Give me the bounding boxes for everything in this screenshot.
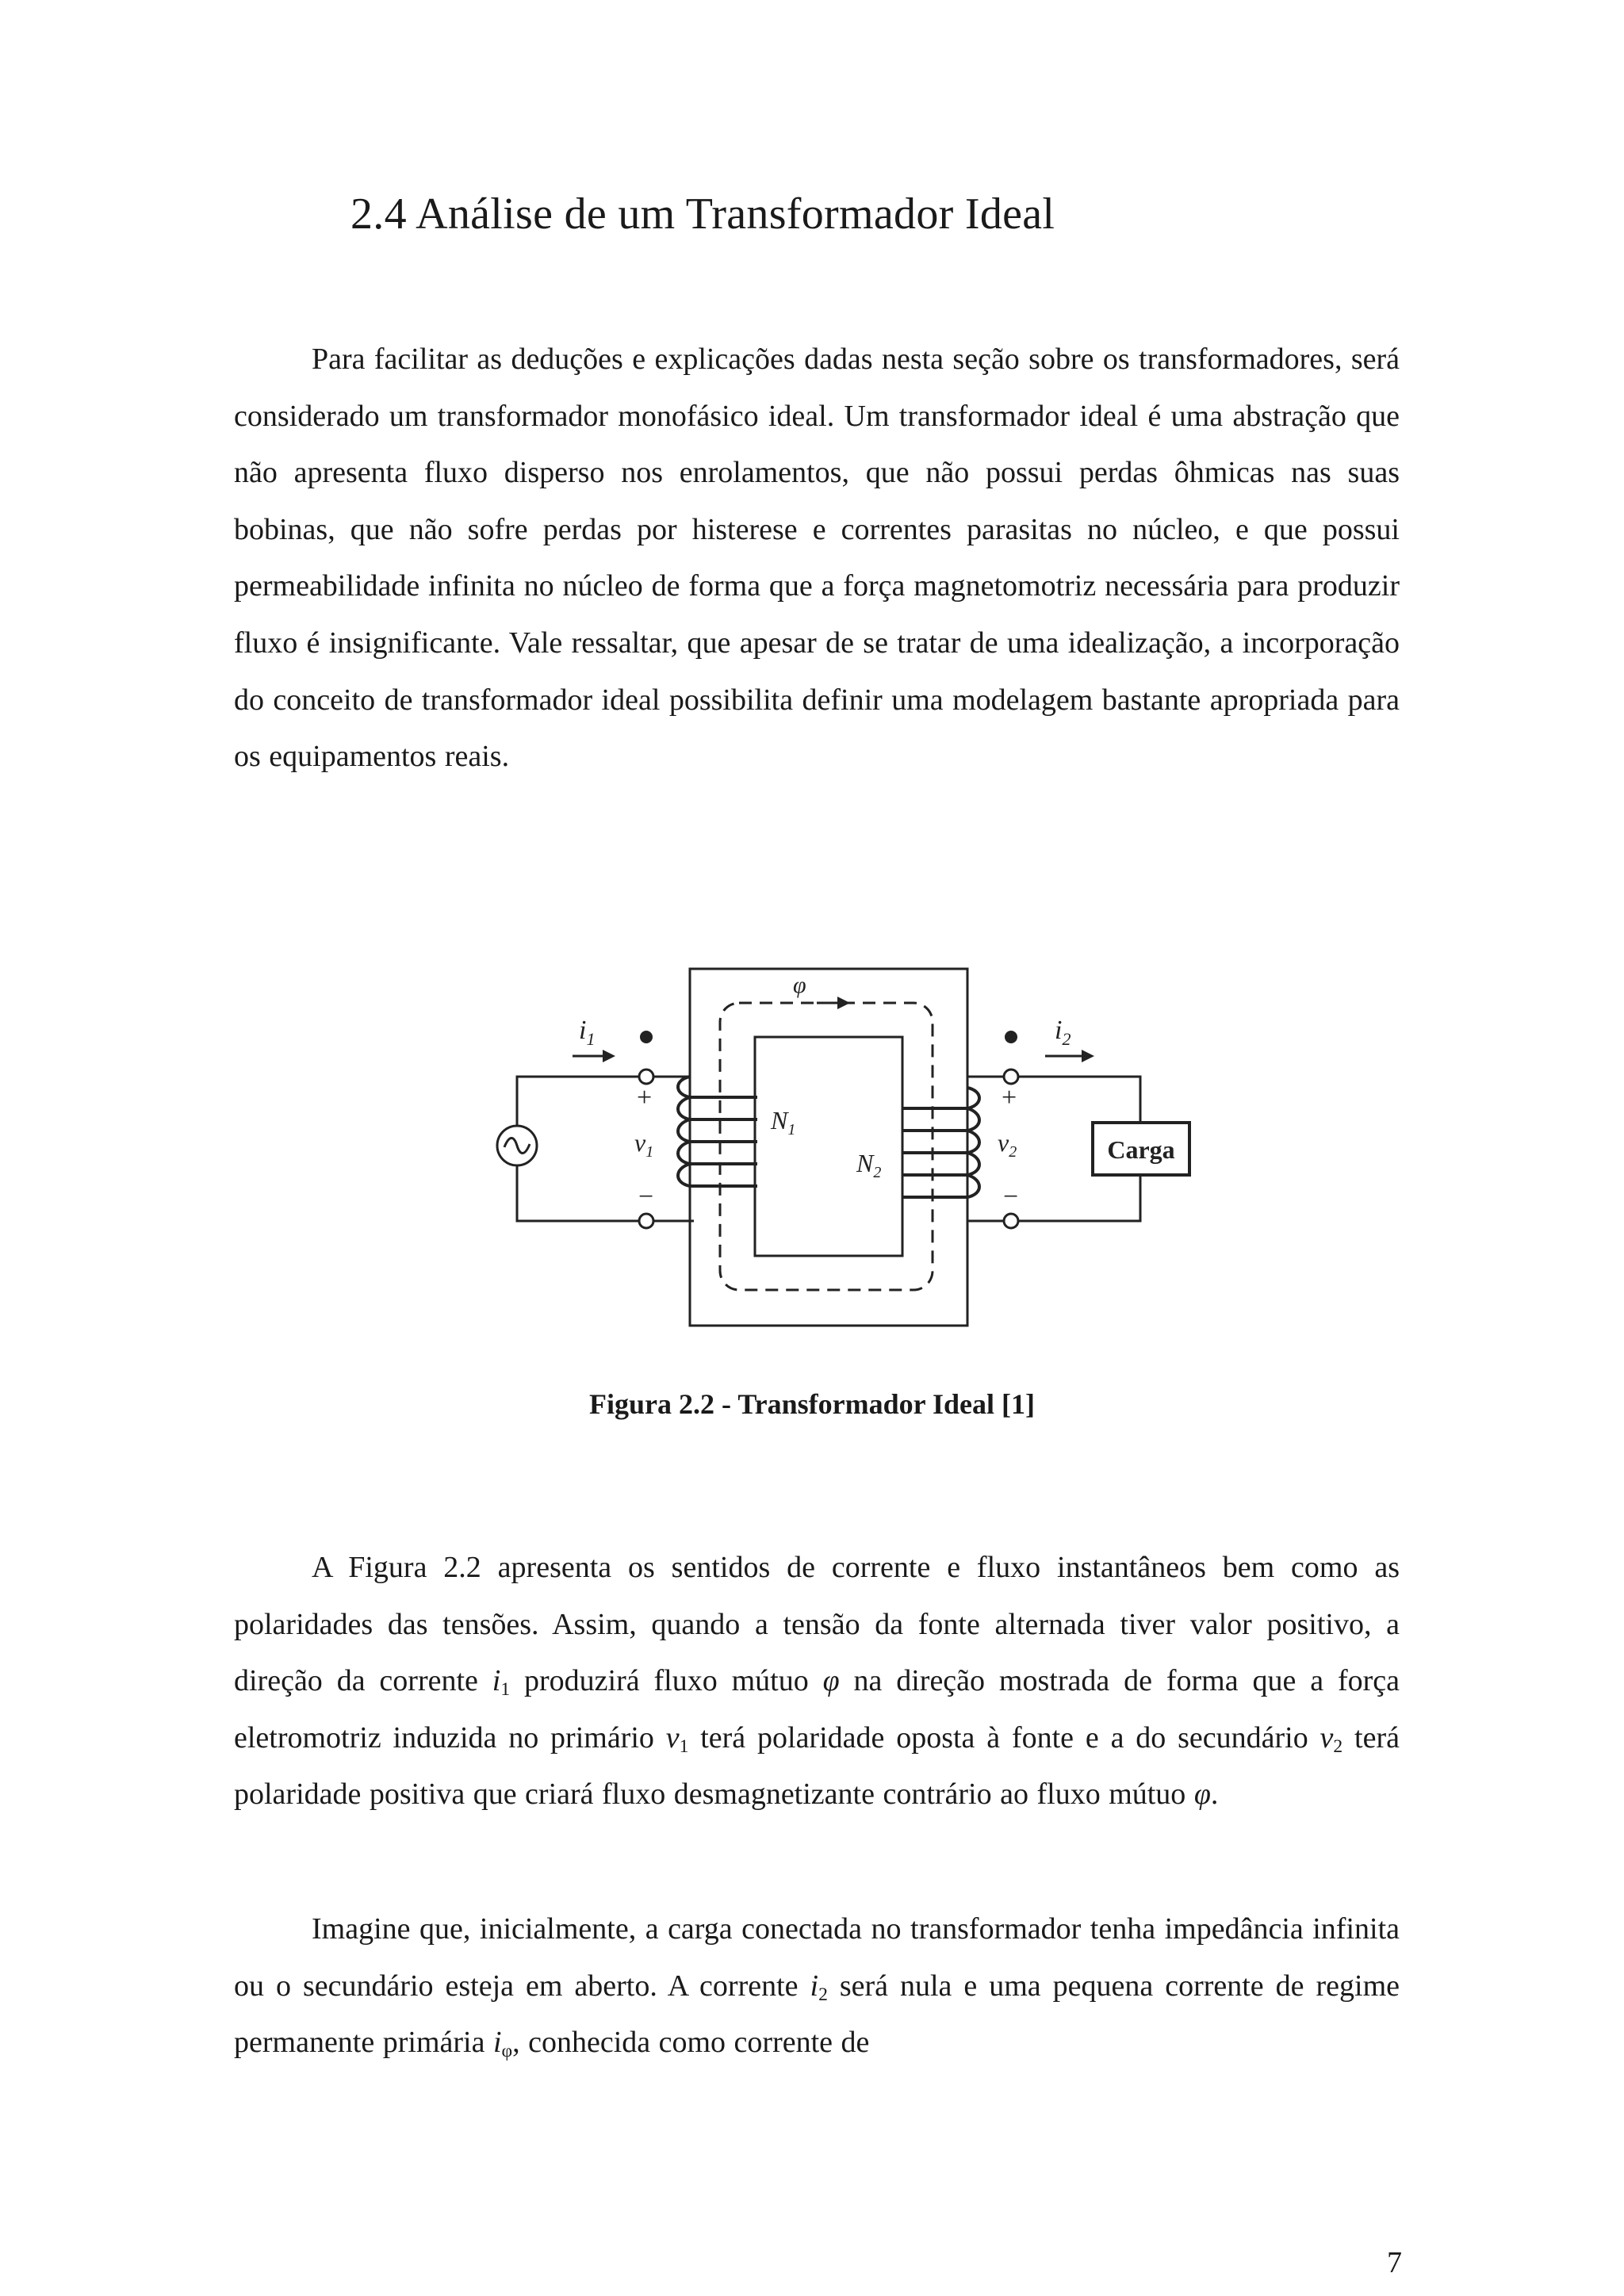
primary-wire-bottom	[517, 1165, 646, 1221]
label-plus-secondary: +	[1002, 1083, 1017, 1112]
transformer-core-window	[755, 1037, 902, 1256]
primary-wire-top	[517, 1077, 646, 1126]
load-label: Carga	[1107, 1135, 1175, 1164]
svg-text:v1: $v_1$	[634, 1128, 654, 1161]
secondary-wire-bottom	[1018, 1175, 1140, 1221]
label-minus-secondary: −	[1003, 1182, 1019, 1211]
svg-text:N2: $N_2$	[856, 1149, 882, 1181]
polarity-dot-icon	[640, 1031, 653, 1043]
svg-text:N1: $N_1$	[771, 1106, 796, 1138]
label-i2: i	[1055, 1016, 1063, 1045]
label-v2: v	[998, 1128, 1009, 1157]
secondary-wire-top	[1018, 1077, 1140, 1123]
label-v1: v	[634, 1128, 646, 1157]
figure-caption: Figura 2.2 - Transformador Ideal [1]	[589, 1388, 1035, 1420]
page-number: 7	[1387, 2246, 1402, 2279]
primary-terminal-top	[639, 1070, 653, 1084]
label-N1: N	[771, 1106, 788, 1135]
svg-text:i2: $i_2$	[1055, 1016, 1071, 1049]
label-phi: φ	[793, 972, 806, 998]
label-plus-primary: +	[637, 1083, 653, 1112]
paragraph-open-secondary: Imagine que, inicialmente, a carga conectada no transformador tenha impedância infinita ou o secundário esteja em aberto. A corrente $i_2$ será nula e uma pequena corrente de regime permanente primária $i_\varphi$, conhecida como corrente de	[234, 1912, 1400, 2062]
secondary-terminal-top	[1004, 1070, 1018, 1084]
label-i1: i	[579, 1016, 587, 1045]
label-minus-primary: −	[638, 1182, 654, 1211]
paragraph-figure-explanation: A Figura 2.2 apresenta os sentidos de corrente e fluxo instantâneos bem como as polaridades das tensões. Assim, quando a tensão da fonte alternada tiver valor positivo, a direção da corrente $i_1$ produzirá fluxo mútuo φ na direção mostrada de forma que a força eletromotriz induzida no primário $v_1$ terá polaridade oposta à fonte e a do secundário $v_2$ terá polaridade positiva que criará fluxo desmagnetizante contrário ao fluxo mútuo φ.	[234, 1551, 1400, 1812]
flux-path	[720, 1003, 933, 1290]
svg-text:i1: $i_1$	[579, 1016, 596, 1049]
section-heading: 2.4 Análise de um Transformador Ideal	[350, 189, 1055, 239]
label-N2: N	[856, 1149, 874, 1177]
ideal-transformer-diagram	[484, 951, 1197, 1332]
transformer-core-outer	[690, 969, 967, 1326]
secondary-terminal-bottom	[1004, 1214, 1018, 1228]
svg-text:v2: $v_2$	[998, 1128, 1017, 1161]
polarity-dot-icon	[1005, 1031, 1017, 1043]
paragraph-ideal-transformer-definition: Para facilitar as deduções e explicações dadas nesta seção sobre os transformadores, será considerado um transformador monofásico ideal. Um transformador ideal é uma abstração que não apresenta fluxo disperso nos enrolamentos, que não possui perdas ôhmicas nas suas bobinas, que não sofre perdas por histerese e correntes parasitas no núcleo, e que possui permeabilidade infinita no núcleo de forma que a força magnetomotriz necessária para produzir fluxo é insignificante. Vale ressaltar, que apesar de se tratar de uma idealização, a incorporação do conceito de transformador ideal possibilita definir uma modelagem bastante apropriada para os equipamentos reais.	[234, 342, 1400, 774]
primary-terminal-bottom	[639, 1214, 653, 1228]
